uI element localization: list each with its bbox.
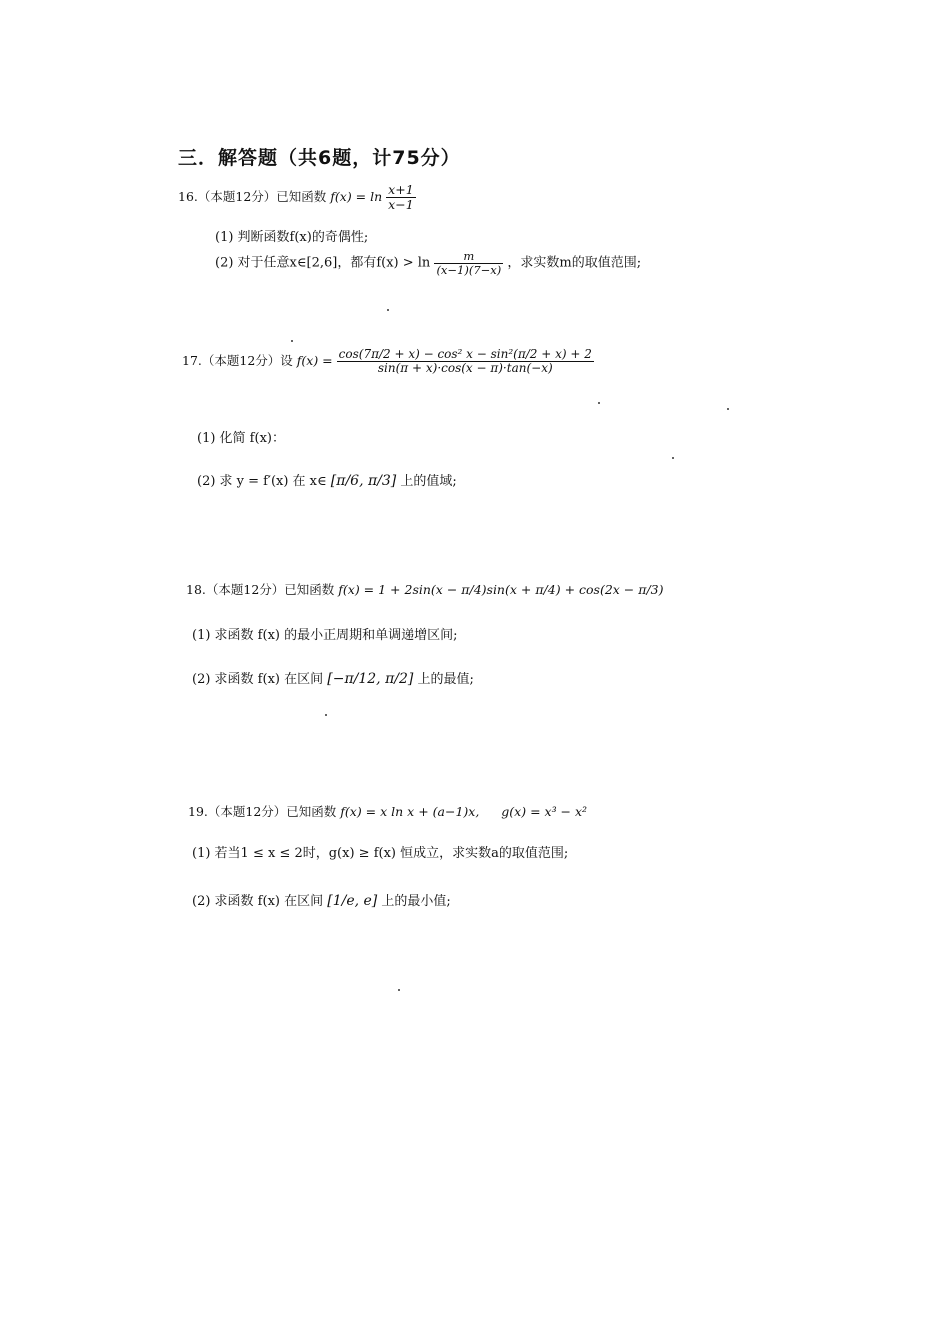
q19-function-g: g(x) = x³ − x² xyxy=(501,804,588,819)
q17-heading: 17.（本题12分）设 xyxy=(182,353,293,369)
question-17 xyxy=(182,348,594,375)
q18-heading: 18.（本题12分）已知函数 xyxy=(186,582,335,597)
q17-part-2-text: (2) 求 y = f′(x) 在 x∈ xyxy=(197,474,327,489)
question-18 xyxy=(186,580,664,598)
q18-part-1: (1) 求函数 f(x) 的最小正周期和单调递增区间; xyxy=(192,628,458,643)
q17-part-2-tail: 上的值域; xyxy=(400,474,457,489)
q18-part-2-text: (2) 求函数 f(x) 在区间 xyxy=(192,672,324,687)
q19-part-2-text: (2) 求函数 f(x) 在区间 xyxy=(192,894,324,909)
q16-part-2 xyxy=(215,250,641,276)
q19-part-2 xyxy=(192,890,451,909)
q19-heading: 19.（本题12分）已知函数 xyxy=(188,804,337,819)
scan-speck xyxy=(672,457,674,459)
q18-part-2 xyxy=(192,668,474,687)
scan-speck xyxy=(727,408,729,410)
scan-speck xyxy=(291,340,293,342)
question-16 xyxy=(178,183,416,212)
q18-function: f(x) = 1 + 2sin(x − π/4)sin(x + π/4) + cos(2x − π/3) xyxy=(338,582,664,597)
scan-speck xyxy=(325,714,327,716)
q16-part-2-text: (2) 对于任意x∈[2,6]，都有f(x) > ln xyxy=(215,255,431,271)
scan-speck xyxy=(598,402,600,404)
scan-speck xyxy=(387,309,389,311)
q17-fraction-numerator: cos(7π/2 + x) − cos² x − sin²(π/2 + x) + 2 xyxy=(338,347,592,361)
q19-function-f: f(x) = x ln x + (a−1)x, xyxy=(340,804,480,819)
q17-function: f(x) = xyxy=(296,353,333,369)
q16-fraction-numerator: x+1 xyxy=(388,182,414,197)
q18-part-2-tail: 上的最值; xyxy=(417,672,474,687)
q19-part-2-interval: [1/e, e] xyxy=(327,893,378,909)
q16-fraction xyxy=(386,183,415,212)
q18-part-2-interval: [−π/12, π/2] xyxy=(327,671,414,687)
q17-part-2-interval: [π/6, π/3] xyxy=(330,473,397,489)
q16-part-2-denominator: (x−1)(7−x) xyxy=(436,262,502,277)
q17-fraction-denominator: sin(π + x)·cos(x − π)·tan(−x) xyxy=(377,361,553,376)
q17-part-1: (1) 化简 f(x)： xyxy=(197,431,285,446)
q16-part-2-fraction xyxy=(434,250,503,276)
q16-part-2-tail: ，求实数m的取值范围; xyxy=(507,255,642,271)
section-title: 三．解答题（共6题，计75分） xyxy=(178,147,461,169)
q17-fraction xyxy=(337,348,594,375)
q16-fraction-denominator: x−1 xyxy=(388,196,414,212)
q19-part-2-tail: 上的最小值; xyxy=(381,894,451,909)
scan-speck xyxy=(398,989,400,991)
q17-part-2 xyxy=(197,470,457,489)
q16-function: f(x) = ln xyxy=(330,188,383,204)
q16-part-2-numerator: m xyxy=(434,250,503,264)
question-19 xyxy=(188,802,587,820)
q16-part-1: (1) 判断函数f(x)的奇偶性; xyxy=(215,230,369,245)
q19-part-1: (1) 若当1 ≤ x ≤ 2时，g(x) ≥ f(x) 恒成立，求实数a的取值范围; xyxy=(192,846,569,861)
q16-heading: 16.（本题12分）已知函数 xyxy=(178,188,327,204)
